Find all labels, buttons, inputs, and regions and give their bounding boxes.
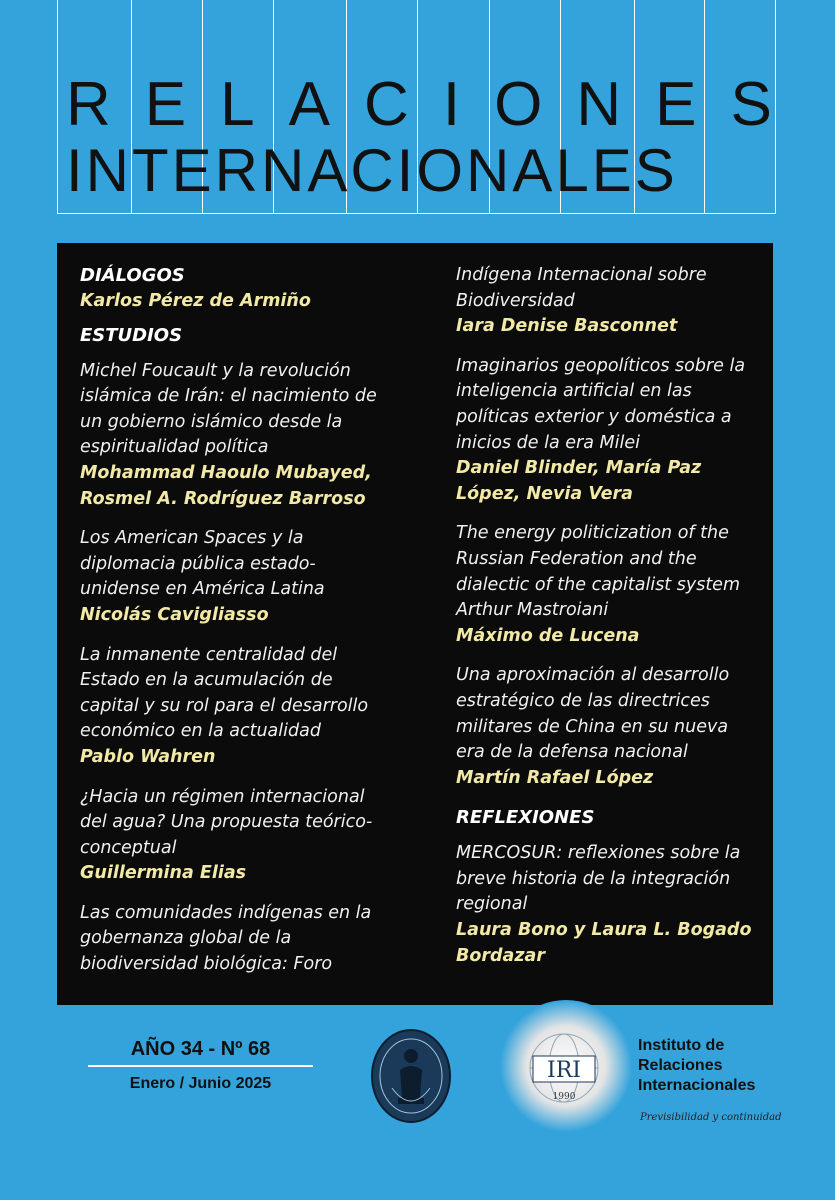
toc-entry <box>80 901 415 978</box>
article-title: Michel Foucault y la revolución islámica de Irán: el nacimiento de un gobierno islámico desde la espiritualidad política <box>80 360 377 458</box>
issue-number: AÑO 34 - Nº 68 <box>130 1038 271 1060</box>
toc-entry <box>80 643 415 771</box>
issue-date: Enero / Junio 2025 <box>129 1075 272 1092</box>
article-author: Iara Denise Basconnet <box>456 316 678 337</box>
article-author: Máximo de Lucena <box>456 625 640 646</box>
journal-title-line1 <box>66 70 776 139</box>
toc-entry <box>456 663 761 791</box>
title-letter: E <box>655 70 697 139</box>
article-title: La inmanente centralidad del Estado en la acumulación de capital y su rol para el desarrollo económico en la actualidad <box>80 644 369 742</box>
table-of-contents <box>57 243 773 1005</box>
article-title: Los American Spaces y la diplomacia pública estado- unidense en América Latina <box>80 528 325 600</box>
issue-info <box>88 1035 313 1095</box>
article-title: MERCOSUR: reflexiones sobre la breve historia de la integración regional <box>456 843 741 915</box>
article-title: The energy politicization of the Russian Federation and the dialectic of the capitalist system Arthur Mastroiani <box>456 523 740 621</box>
title-letter: N <box>576 70 622 139</box>
university-seal-icon <box>370 1028 452 1124</box>
title-letter: L <box>220 70 255 139</box>
title-letter: R <box>66 70 111 139</box>
title-letter: O <box>494 70 543 139</box>
institute-motto: Previsibilidad y continuidad <box>640 1112 782 1123</box>
article-title: Imaginarios geopolíticos sobre la inteligencia artificial en las políticas exterior y doméstica a inicios de la era Milei <box>456 355 746 453</box>
iri-logo-year: 1990 <box>552 1092 576 1102</box>
toc-right-column <box>456 263 761 969</box>
section-heading-dialogos: DIÁLOGOS <box>80 265 185 286</box>
article-title: ¿Hacia un régimen internacional del agua? Una propuesta teórico- conceptual <box>80 786 373 858</box>
section-heading-reflexiones: REFLEXIONES <box>456 807 595 829</box>
toc-entry <box>456 521 761 649</box>
journal-title-line2: INTERNACIONALES <box>66 137 678 204</box>
title-letter: C <box>364 70 409 139</box>
divider <box>88 1065 313 1067</box>
article-title: Las comunidades indígenas en la gobernanza global de la biodiversidad biológica: Foro <box>80 902 372 975</box>
section-heading-estudios: ESTUDIOS <box>80 324 183 346</box>
article-author: Karlos Pérez de Armiño <box>80 291 311 311</box>
toc-entry <box>80 359 415 513</box>
toc-entry <box>456 841 761 969</box>
article-title: Indígena Internacional sobre Biodiversidad <box>456 265 707 311</box>
toc-entry <box>80 526 415 628</box>
title-letter: A <box>288 70 331 139</box>
title-letter: S <box>730 70 772 139</box>
title-letter: E <box>144 70 187 139</box>
iri-logo-icon <box>500 1000 632 1132</box>
article-author: Pablo Wahren <box>80 746 216 767</box>
article-author: Laura Bono y Laura L. Bogado Bordazar <box>456 920 752 966</box>
article-author: Mohammad Haoulo Mubayed, Rosmel A. Rodríguez Barroso <box>80 462 372 509</box>
article-title: Una aproximación al desarrollo estratégico de las directrices militares de China en su nueva era de la defensa nacional <box>456 665 730 763</box>
iri-logo-text: IRI <box>547 1058 581 1083</box>
article-author: Nicolás Cavigliasso <box>80 604 269 625</box>
institute-name: Instituto de Relaciones Internacionales <box>638 1037 756 1094</box>
article-author: Daniel Blinder, María Paz López, Nevia Vera <box>456 458 702 504</box>
toc-left-column <box>80 263 415 978</box>
article-author: Martín Rafael López <box>456 767 654 788</box>
toc-entry <box>456 263 761 340</box>
toc-entry <box>80 785 415 887</box>
title-letter: I <box>442 70 461 139</box>
article-author: Guillermina Elias <box>80 863 247 884</box>
toc-entry <box>456 354 761 508</box>
